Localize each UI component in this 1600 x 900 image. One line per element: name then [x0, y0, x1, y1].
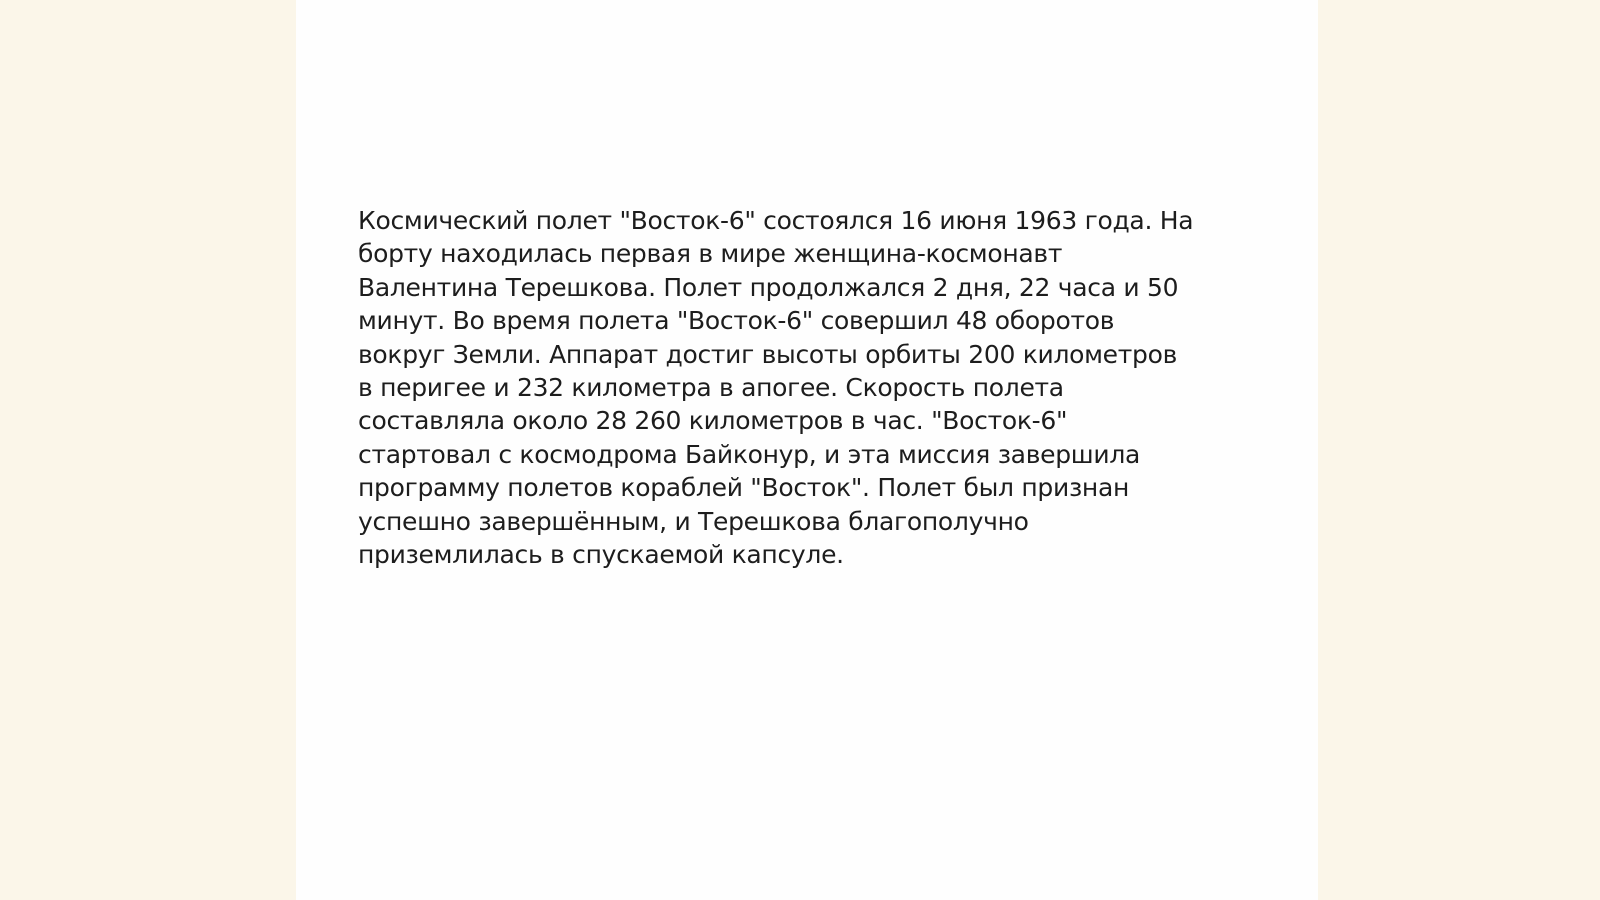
document-page: [296, 0, 1318, 900]
paragraph-line: успешно завершённым, и Терешкова благополучно: [358, 506, 1029, 536]
paragraph-line: борту находилась первая в мире женщина-космонавт: [358, 239, 1063, 269]
paragraph-line: Валентина Терешкова. Полет продолжался 2 дня, 22 часа и 50: [358, 272, 1179, 302]
paragraph-line: стартовал с космодрома Байконур, и эта миссия завершила: [358, 439, 1141, 469]
paragraph-line: составляла около 28 260 километров в час. "Восток-6": [358, 406, 1068, 436]
paragraph-line: в перигее и 232 километра в апогее. Скорость полета: [358, 373, 1064, 403]
paragraph-line: Космический полет "Восток-6" состоялся 16 июня 1963 года. На: [358, 206, 1194, 235]
paragraph-line: вокруг Земли. Аппарат достиг высоты орбиты 200 километров: [358, 339, 1178, 369]
paragraph-line: приземлилась в спускаемой капсуле.: [358, 540, 844, 570]
paragraph-line: минут. Во время полета "Восток-6" совершил 48 оборотов: [358, 306, 1115, 336]
paragraph-line: программу полетов кораблей "Восток". Полет был признан: [358, 473, 1130, 503]
body-paragraph: [358, 204, 1238, 571]
